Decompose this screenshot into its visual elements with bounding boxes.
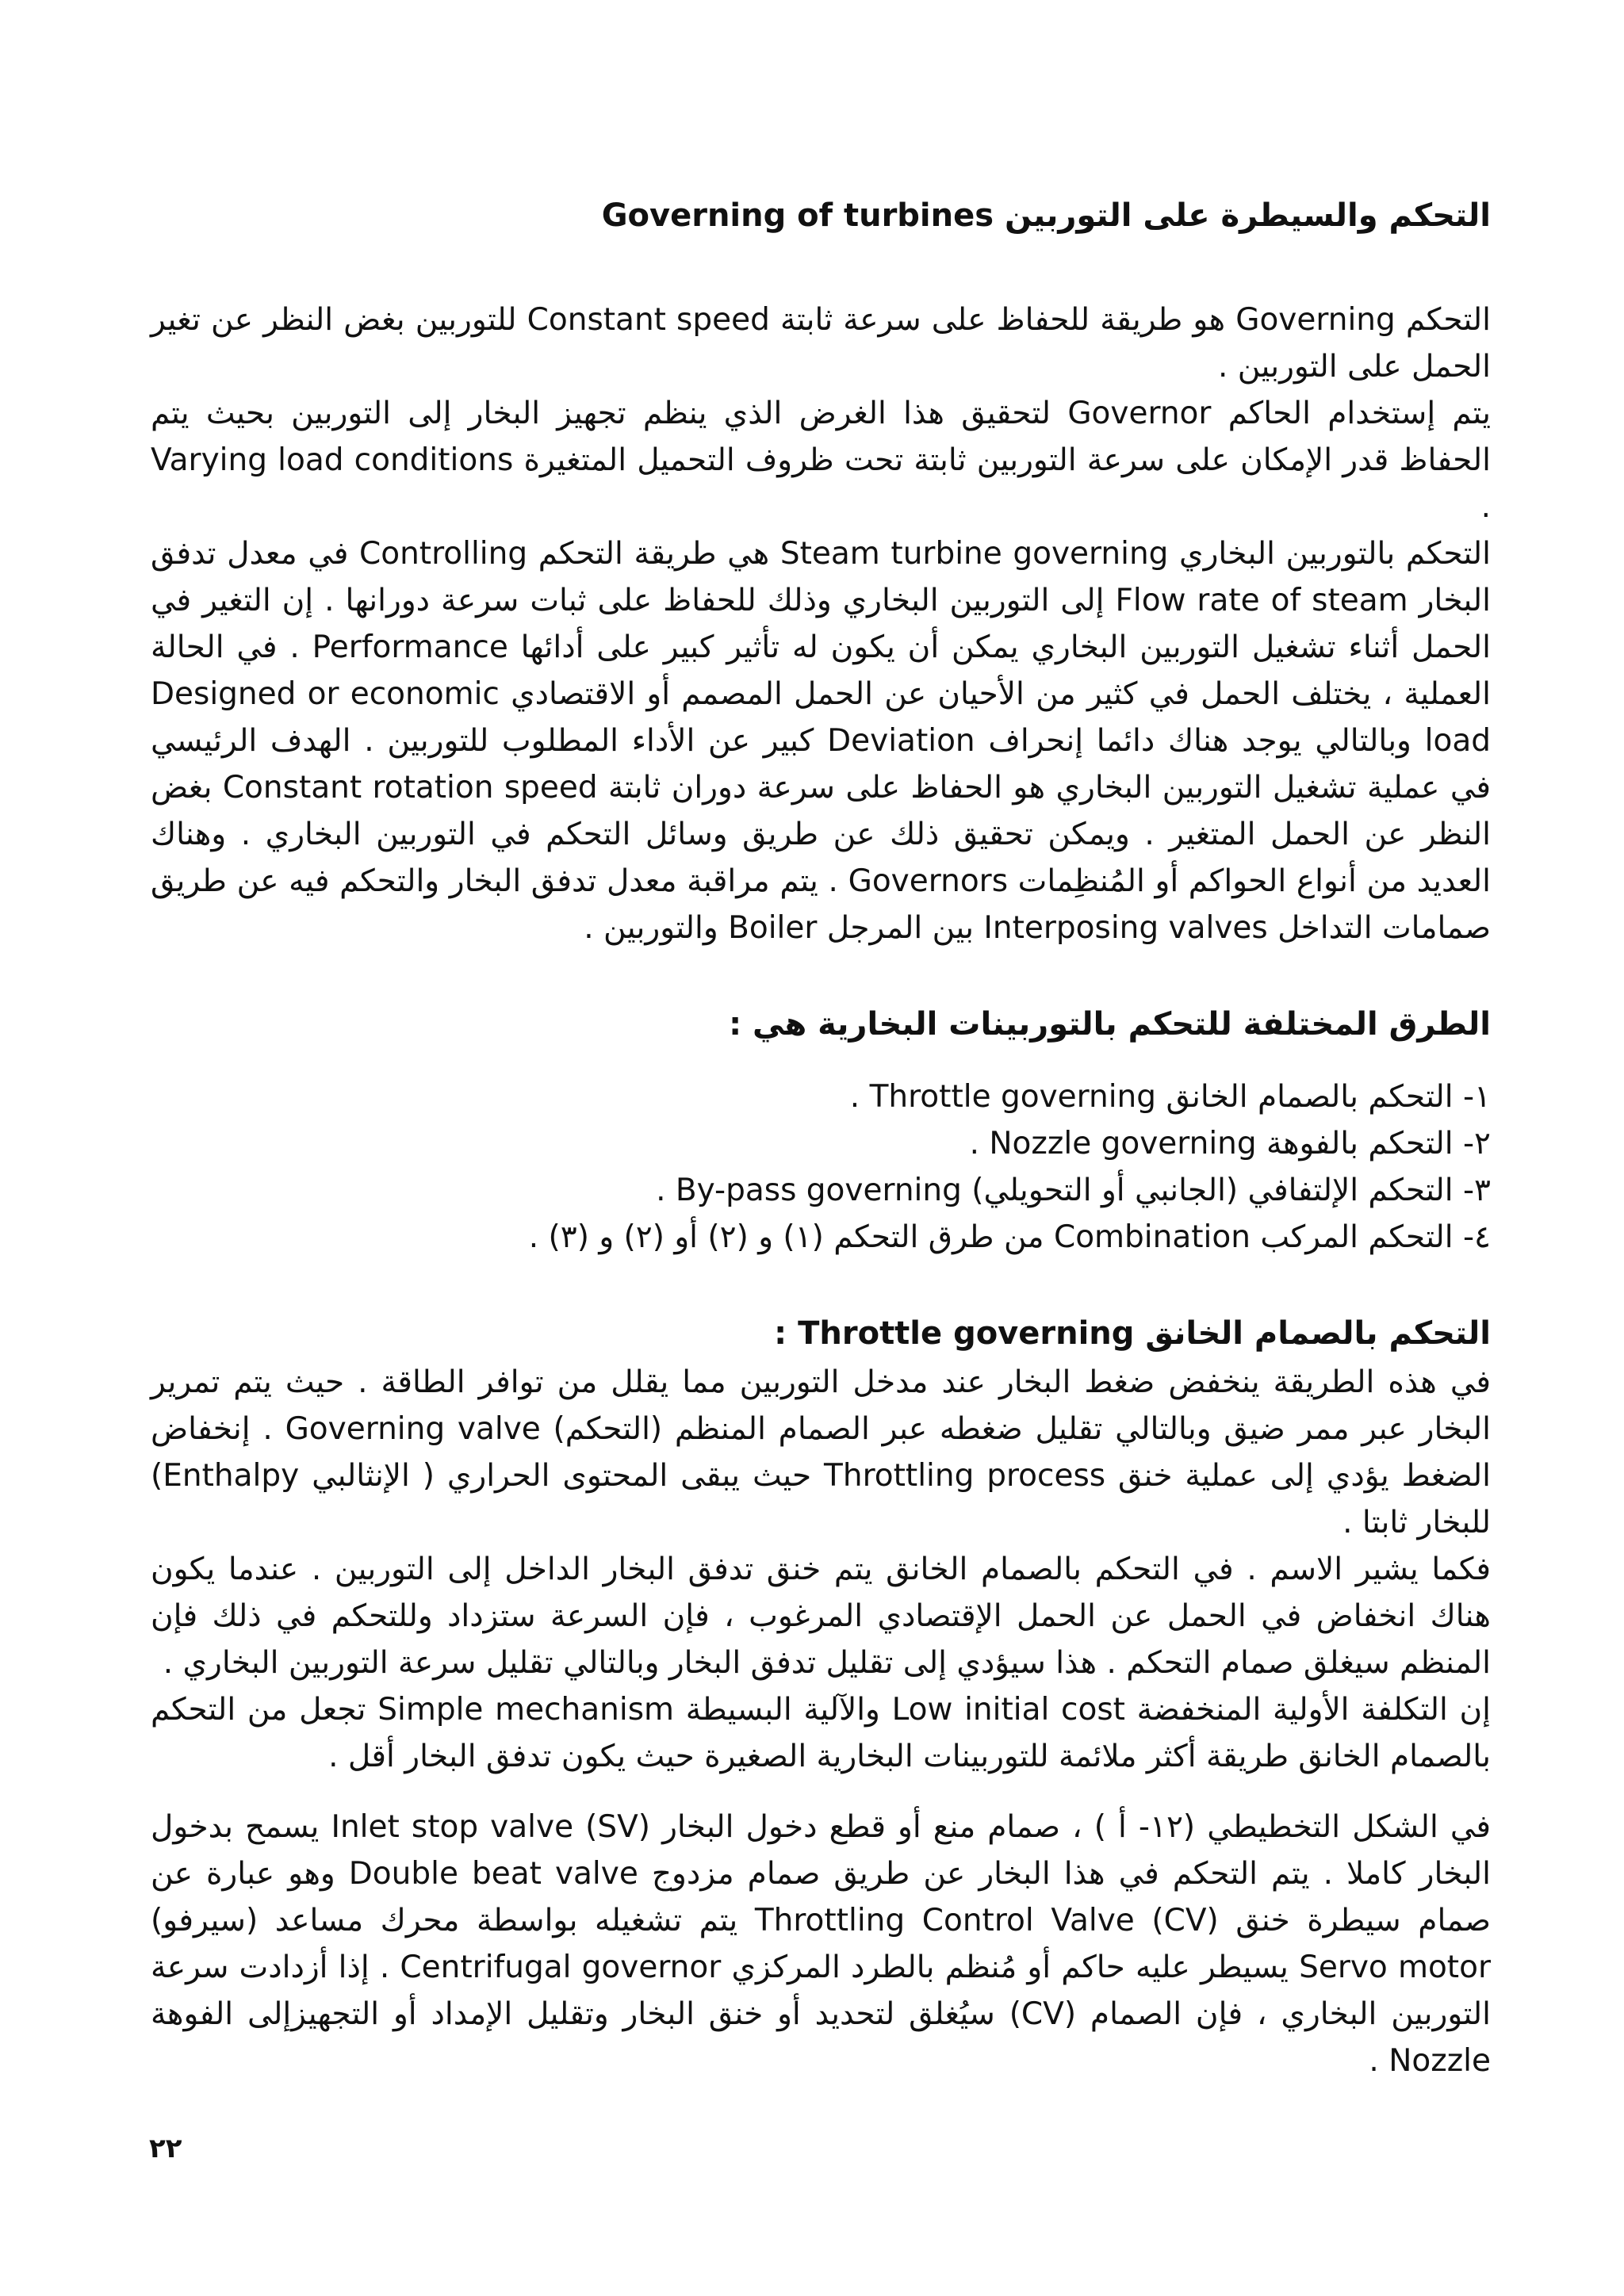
intro-paragraph-2: يتم إستخدام الحاكم Governor لتحقيق هذا الغرض الذي ينظم تجهيز البخار إلى التوربين بحيث يتم الحفاظ قدر الإمكان على سرعة التوربين ثابتة تحت ظروف التحميل المتغيرة Varying load conditions . bbox=[151, 396, 1491, 525]
list-item: ٣- التحكم الإلتفافي (الجانبي أو التحويلي) By-pass governing . bbox=[656, 1173, 1491, 1208]
list-item: ٢- التحكم بالفوهة Nozzle governing . bbox=[969, 1126, 1491, 1161]
list-item: ٤- التحكم المركب Combination من طرق التحكم (١) و (٢) أو (٢) و (٣) . bbox=[528, 1219, 1491, 1255]
throttle-paragraph-1: في هذه الطريقة ينخفض ضغط البخار عند مدخل التوربين مما يقلل من توافر الطاقة . حيث يتم تمرير البخار عبر ممر ضيق وبالتالي تقليل ضغطه عبر الصمام المنظم (التحكم) Governing valve . إنخفاض الضغط يؤدي إلى عملية خنق Throttling process حيث يبقى المحتوى الحراري ( الإنثالبي Enthalpy) للبخار ثابتا . bbox=[151, 1364, 1491, 1540]
throttle-paragraph-2: فكما يشير الاسم . في التحكم بالصمام الخانق يتم خنق تدفق البخار الداخل إلى التوربين . عندما يكون هناك انخفاض في الحمل عن الحمل الإقتصادي المرغوب ، فإن السرعة ستزداد وللتحكم في ذلك فإن المنظم سيغلق صمام التحكم . هذا سيؤدي إلى تقليل تدفق البخار وبالتالي تقليل سرعة التوربين البخاري . bbox=[151, 1552, 1491, 1681]
methods-list bbox=[151, 1073, 1491, 1261]
spacer bbox=[151, 1050, 1491, 1073]
throttle-paragraph-3: إن التكلفة الأولية المنخفضة Low initial cost والآلية البسيطة Simple mechanism تجعل من التحكم بالصمام الخانق طريقة أكثر ملائمة للتوربينات البخارية الصغيرة حيث يكون تدفق البخار أقل . bbox=[151, 1692, 1491, 1774]
spacer bbox=[151, 241, 1491, 297]
document-page bbox=[151, 190, 1491, 2084]
page-title: التحكم والسيطرة على التوربين Governing of turbines bbox=[601, 197, 1491, 234]
spacer bbox=[151, 1780, 1491, 1804]
intro-paragraph-3: التحكم بالتوربين البخاري Steam turbine governing هي طريقة التحكم Controlling في معدل تدفق البخار Flow rate of steam إلى التوربين البخاري وذلك للحفاظ على ثبات سرعة دورانها . إن التغير في الحمل أثناء تشغيل التوربين البخاري يمكن أن يكون له تأثير كبير على أدائها Performance . في الحالة العملية ، يختلف الحمل في كثير من الأحيان عن الحمل المصمم أو الاقتصادي Designed or economic load وبالتالي يوجد هناك دائما إنحراف Deviation كبير عن الأداء المطلوب للتوربين . الهدف الرئيسي في عملية تشغيل التوربين البخاري هو الحفاظ على سرعة دوران ثابتة Constant rotation speed بغض النظر عن الحمل المتغير . ويمكن تحقيق ذلك عن طريق وسائل التحكم في التوربين البخاري . وهناك العديد من أنواع الحواكم أو المُنظِمات Governors . يتم مراقبة معدل تدفق البخار والتحكم فيه عن طريق صمامات التداخل Interposing valves بين المرجل Boiler والتوربين . bbox=[151, 536, 1492, 946]
spacer bbox=[151, 951, 1491, 999]
list-item: ١- التحكم بالصمام الخانق Throttle governing . bbox=[849, 1079, 1491, 1115]
throttle-heading: التحكم بالصمام الخانق Throttle governing : bbox=[774, 1315, 1491, 1352]
intro-paragraph-1: التحكم Governing هو طريقة للحفاظ على سرعة ثابتة Constant speed للتوربين بغض النظر عن تغير الحمل على التوربين . bbox=[151, 302, 1492, 385]
methods-heading: الطرق المختلفة للتحكم بالتوربينات البخارية هي : bbox=[729, 1006, 1491, 1043]
page-number: ٢٢ bbox=[149, 2133, 182, 2164]
throttle-paragraph-4: في الشكل التخطيطي (١٢- أ ) ، صمام منع أو قطع دخول البخار Inlet stop valve (SV) يسمح بدخول البخار كاملا . يتم التحكم في هذا البخار عن طريق صمام مزدوج Double beat valve وهو عبارة عن صمام سيطرة خنق Throttling Control Valve (CV) يتم تشغيله بواسطة محرك مساعد (سيرفو) Servo motor يسيطر عليه حاكم أو مُنظم بالطرد المركزي Centrifugal governor . إذا أزدادت سرعة التوربين البخاري ، فإن الصمام (CV) سيُغلق لتحديد أو خنق البخار وتقليل الإمداد أو التجهيزإلى الفوهة Nozzle . bbox=[151, 1809, 1492, 2079]
spacer bbox=[151, 1261, 1491, 1308]
